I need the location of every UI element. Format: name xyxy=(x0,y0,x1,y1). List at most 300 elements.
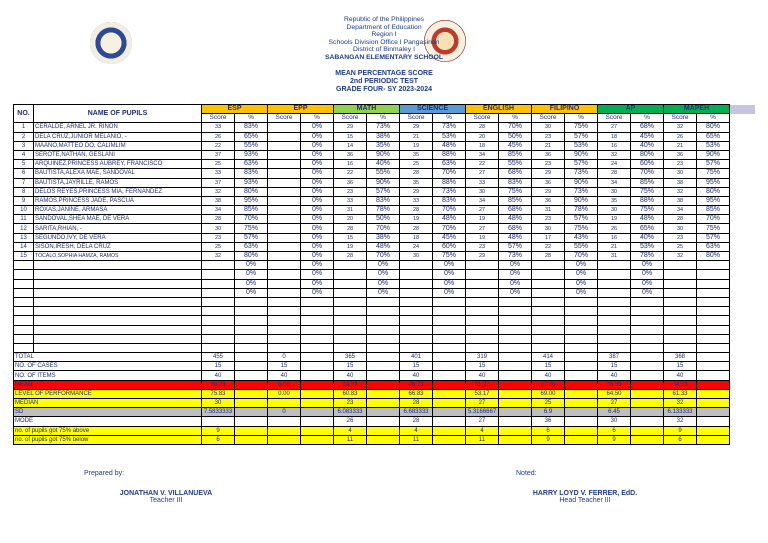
pct-cell: 0% xyxy=(433,261,466,270)
pct-cell xyxy=(697,270,730,279)
row-extra xyxy=(730,215,756,224)
score-cell xyxy=(400,343,433,352)
score-cell xyxy=(400,297,433,306)
summary-value: 32 xyxy=(664,417,697,426)
row-extra xyxy=(730,141,756,150)
pct-cell: 78% xyxy=(367,206,400,215)
score-cell xyxy=(268,242,301,251)
score-cell: 19 xyxy=(400,141,433,150)
score-cell: 23 xyxy=(532,132,565,141)
pct-cell: 73% xyxy=(433,187,466,196)
score-cell: 33 xyxy=(202,123,235,132)
summary-row xyxy=(14,362,756,371)
row-number xyxy=(14,279,34,288)
summary-value: 26.73 xyxy=(400,380,433,389)
summary-value: 6 xyxy=(664,435,697,444)
summary-label: LEVEL OF PERFORMANCE xyxy=(14,389,202,398)
score-cell: 22 xyxy=(334,169,367,178)
pct-cell: 0% xyxy=(301,132,334,141)
summary-pad xyxy=(565,353,598,362)
summary-value: 40 xyxy=(598,371,631,380)
subject-header: ENGLISH xyxy=(466,105,532,114)
subject-header: MATH xyxy=(334,105,400,114)
score-subheader: Score xyxy=(400,114,433,123)
pct-cell xyxy=(631,297,664,306)
pct-cell: 83% xyxy=(499,178,532,187)
score-cell xyxy=(334,325,367,334)
score-cell: 36 xyxy=(334,178,367,187)
pupil-name: SANDOVAL,SHEA MAE, DE VERA xyxy=(34,215,202,224)
pct-cell: 65% xyxy=(631,224,664,233)
summary-value: 368 xyxy=(664,353,697,362)
pct-cell xyxy=(235,297,268,306)
pct-cell: 90% xyxy=(367,150,400,159)
score-cell: 30 xyxy=(466,187,499,196)
pct-cell: 0% xyxy=(235,261,268,270)
score-cell xyxy=(334,316,367,325)
pct-cell: 40% xyxy=(631,233,664,242)
score-cell: 23 xyxy=(664,160,697,169)
summary-value: 15 xyxy=(268,362,301,371)
subject-header: FILIPINO xyxy=(532,105,598,114)
pupil-name xyxy=(34,307,202,316)
pct-cell xyxy=(235,325,268,334)
row-number xyxy=(14,343,34,352)
summary-label: TOTAL xyxy=(14,353,202,362)
pct-subheader: % xyxy=(631,114,664,123)
summary-pad xyxy=(367,435,400,444)
row-extra xyxy=(730,417,756,426)
summary-pad xyxy=(631,371,664,380)
pupil-name xyxy=(34,325,202,334)
summary-value: 9 xyxy=(664,426,697,435)
summary-pad xyxy=(499,435,532,444)
pct-cell: 90% xyxy=(367,178,400,187)
pct-cell: 65% xyxy=(235,132,268,141)
pct-cell: 45% xyxy=(433,233,466,242)
score-cell xyxy=(466,270,499,279)
pct-cell xyxy=(367,325,400,334)
summary-value: 27 xyxy=(598,399,631,408)
pct-cell: 70% xyxy=(433,169,466,178)
pct-cell: 0% xyxy=(631,288,664,297)
pct-cell: 0% xyxy=(301,187,334,196)
summary-pad xyxy=(301,371,334,380)
pct-cell: 35% xyxy=(367,141,400,150)
pct-cell xyxy=(697,325,730,334)
pct-cell: 80% xyxy=(697,123,730,132)
pupil-name: SARITA,RHIAN, - xyxy=(34,224,202,233)
table-row xyxy=(14,224,756,233)
pupil-name xyxy=(34,297,202,306)
summary-value: 40 xyxy=(400,371,433,380)
score-cell xyxy=(664,316,697,325)
pct-cell: 40% xyxy=(631,141,664,150)
score-cell: 30 xyxy=(532,123,565,132)
score-cell xyxy=(598,316,631,325)
score-cell: 14 xyxy=(334,141,367,150)
empty-row xyxy=(14,343,756,352)
summary-pad xyxy=(367,362,400,371)
pct-cell: 0% xyxy=(631,279,664,288)
summary-value: 11 xyxy=(334,435,367,444)
summary-value: 40 xyxy=(202,371,235,380)
summary-pad xyxy=(301,417,334,426)
summary-pad xyxy=(367,399,400,408)
summary-pad xyxy=(235,380,268,389)
score-cell xyxy=(466,325,499,334)
summary-pad xyxy=(433,399,466,408)
score-cell: 25 xyxy=(202,242,235,251)
pupil-name xyxy=(34,316,202,325)
pct-cell: 75% xyxy=(499,187,532,196)
pct-cell: 0% xyxy=(301,160,334,169)
pct-cell: 93% xyxy=(235,178,268,187)
row-extra xyxy=(730,233,756,242)
subject-header: AP xyxy=(598,105,664,114)
pct-cell: 0% xyxy=(301,178,334,187)
pct-cell: 95% xyxy=(697,178,730,187)
pct-cell: 38% xyxy=(367,132,400,141)
row-extra xyxy=(730,150,756,159)
pct-cell: 0% xyxy=(433,288,466,297)
pct-cell: 68% xyxy=(499,224,532,233)
score-cell xyxy=(598,270,631,279)
table-row xyxy=(14,206,756,215)
summary-value xyxy=(202,417,235,426)
summary-pad xyxy=(565,408,598,417)
summary-pad xyxy=(697,371,730,380)
table-row xyxy=(14,242,756,251)
score-cell xyxy=(598,279,631,288)
pupil-name: SEROTE,NATHAN, GESLANI xyxy=(34,150,202,159)
summary-pad xyxy=(565,435,598,444)
letterhead-line: Region I xyxy=(371,31,397,39)
score-cell: 36 xyxy=(532,196,565,205)
score-cell xyxy=(664,334,697,343)
row-number xyxy=(14,325,34,334)
prepared-by-block xyxy=(96,490,236,504)
score-cell xyxy=(466,334,499,343)
summary-label: MEDIAN xyxy=(14,399,202,408)
summary-row xyxy=(14,399,756,408)
score-cell xyxy=(466,343,499,352)
score-cell xyxy=(598,261,631,270)
score-cell: 35 xyxy=(400,150,433,159)
header-row xyxy=(14,105,756,114)
summary-pad xyxy=(235,389,268,398)
summary-pad xyxy=(367,371,400,380)
summary-value: 30.33 xyxy=(202,380,235,389)
pct-cell xyxy=(367,316,400,325)
letterhead-line: Schools Division Office I Pangasinan xyxy=(328,38,440,46)
score-cell xyxy=(334,297,367,306)
score-cell: 36 xyxy=(532,178,565,187)
pct-cell: 68% xyxy=(499,206,532,215)
row-extra xyxy=(730,316,756,325)
subject-header: EPP xyxy=(268,105,334,114)
summary-pad xyxy=(499,362,532,371)
summary-pad xyxy=(565,399,598,408)
empty-row xyxy=(14,307,756,316)
pct-cell xyxy=(433,316,466,325)
pct-cell: 70% xyxy=(235,215,268,224)
summary-pad xyxy=(631,380,664,389)
pct-cell: 0% xyxy=(367,279,400,288)
score-cell xyxy=(268,307,301,316)
pct-cell: 88% xyxy=(631,196,664,205)
score-cell xyxy=(532,343,565,352)
pct-cell: 60% xyxy=(631,160,664,169)
pct-cell: 80% xyxy=(235,252,268,261)
summary-row xyxy=(14,380,756,389)
score-cell: 34 xyxy=(202,206,235,215)
row-extra xyxy=(730,334,756,343)
pct-cell: 90% xyxy=(565,196,598,205)
pct-cell: 95% xyxy=(697,196,730,205)
score-cell: 25 xyxy=(400,160,433,169)
summary-pad xyxy=(235,399,268,408)
summary-pad xyxy=(301,389,334,398)
score-cell: 31 xyxy=(532,206,565,215)
pct-cell: 73% xyxy=(499,252,532,261)
summary-value xyxy=(268,426,301,435)
score-cell xyxy=(400,270,433,279)
row-number: 3 xyxy=(14,141,34,150)
row-extra xyxy=(730,187,756,196)
score-cell: 26 xyxy=(664,132,697,141)
empty-row xyxy=(14,270,756,279)
pupil-name: TOCALO,SOPHIA HAMZA, RAMOS xyxy=(34,252,202,261)
summary-value: 23 xyxy=(334,399,367,408)
summary-label: no. of pupils got 75% above xyxy=(14,426,202,435)
row-number: 15 xyxy=(14,252,34,261)
pct-cell xyxy=(367,307,400,316)
letterhead-line: Department of Education xyxy=(346,23,422,31)
summary-pad xyxy=(631,426,664,435)
row-extra xyxy=(730,279,756,288)
summary-pad xyxy=(235,435,268,444)
summary-value: 11 xyxy=(466,435,499,444)
score-cell xyxy=(532,334,565,343)
subject-header: SCIENCE xyxy=(400,105,466,114)
pct-cell: 70% xyxy=(631,169,664,178)
summary-pad xyxy=(235,371,268,380)
score-cell xyxy=(532,261,565,270)
score-cell xyxy=(202,279,235,288)
pct-cell: 0% xyxy=(367,270,400,279)
score-cell xyxy=(466,307,499,316)
score-subheader: Score xyxy=(334,114,367,123)
score-cell xyxy=(466,279,499,288)
score-cell xyxy=(400,307,433,316)
pct-cell: 63% xyxy=(235,242,268,251)
score-cell xyxy=(268,325,301,334)
summary-pad xyxy=(433,417,466,426)
score-cell xyxy=(532,279,565,288)
row-number xyxy=(14,307,34,316)
pct-cell: 75% xyxy=(565,224,598,233)
row-number: 12 xyxy=(14,224,34,233)
score-cell xyxy=(202,307,235,316)
pct-cell: 0% xyxy=(301,215,334,224)
summary-pad xyxy=(499,408,532,417)
score-cell: 16 xyxy=(334,160,367,169)
score-cell: 25 xyxy=(202,160,235,169)
pct-cell: 53% xyxy=(631,242,664,251)
pct-subheader: % xyxy=(235,114,268,123)
score-cell: 28 xyxy=(664,215,697,224)
score-subheader: Score xyxy=(268,114,301,123)
summary-pad xyxy=(367,380,400,389)
summary-value: 5.3166667 xyxy=(466,408,499,417)
pct-cell: 65% xyxy=(697,132,730,141)
summary-pad xyxy=(235,408,268,417)
summary-value xyxy=(268,399,301,408)
score-cell xyxy=(334,279,367,288)
score-cell: 28 xyxy=(400,224,433,233)
summary-value: 455 xyxy=(202,353,235,362)
score-cell xyxy=(466,297,499,306)
score-cell: 19 xyxy=(400,215,433,224)
pct-cell xyxy=(697,297,730,306)
summary-label: NO. OF ITEMS xyxy=(14,371,202,380)
row-number xyxy=(14,297,34,306)
summary-value: 69.00 xyxy=(532,389,565,398)
score-cell: 21 xyxy=(532,141,565,150)
summary-value: 15 xyxy=(202,362,235,371)
summary-value: 53.17 xyxy=(466,389,499,398)
score-cell: 38 xyxy=(664,196,697,205)
score-cell xyxy=(598,343,631,352)
score-cell: 35 xyxy=(598,196,631,205)
summary-value: 6.133333 xyxy=(664,408,697,417)
score-cell: 36 xyxy=(664,150,697,159)
summary-value: 6.45 xyxy=(598,408,631,417)
score-cell: 23 xyxy=(532,215,565,224)
pct-cell: 53% xyxy=(565,141,598,150)
score-cell: 27 xyxy=(598,123,631,132)
score-cell xyxy=(466,261,499,270)
summary-pad xyxy=(433,435,466,444)
row-extra xyxy=(730,435,756,444)
row-extra xyxy=(730,288,756,297)
score-cell xyxy=(268,160,301,169)
row-extra xyxy=(730,270,756,279)
summary-pad xyxy=(697,435,730,444)
score-cell xyxy=(268,132,301,141)
score-cell: 31 xyxy=(598,252,631,261)
pct-cell: 57% xyxy=(565,160,598,169)
summary-pad xyxy=(367,417,400,426)
summary-pad xyxy=(697,426,730,435)
score-cell: 29 xyxy=(466,252,499,261)
row-number: 13 xyxy=(14,233,34,242)
score-cell xyxy=(334,270,367,279)
summary-value: 40 xyxy=(664,371,697,380)
summary-pad xyxy=(631,353,664,362)
summary-pad xyxy=(301,435,334,444)
score-cell: 27 xyxy=(466,206,499,215)
summary-value: 11 xyxy=(400,435,433,444)
summary-value: 6 xyxy=(202,435,235,444)
row-extra xyxy=(730,343,756,352)
summary-pad xyxy=(631,435,664,444)
summary-value: 28 xyxy=(400,399,433,408)
pct-subheader: % xyxy=(499,114,532,123)
noted-label: Noted: xyxy=(516,470,537,477)
pct-cell xyxy=(697,307,730,316)
pct-cell: 68% xyxy=(631,123,664,132)
score-cell: 19 xyxy=(334,242,367,251)
pct-cell: 75% xyxy=(235,224,268,233)
row-number xyxy=(14,334,34,343)
score-cell xyxy=(268,252,301,261)
score-cell xyxy=(664,270,697,279)
summary-value: 0 xyxy=(268,353,301,362)
pupil-name xyxy=(34,288,202,297)
summary-pad xyxy=(235,353,268,362)
score-cell xyxy=(334,261,367,270)
summary-value: 21.27 xyxy=(466,380,499,389)
summary-pad xyxy=(367,389,400,398)
row-extra xyxy=(730,307,756,316)
pupil-name xyxy=(34,270,202,279)
row-extra xyxy=(730,426,756,435)
summary-value: 15 xyxy=(532,362,565,371)
row-number: 10 xyxy=(14,206,34,215)
summary-pad xyxy=(499,380,532,389)
letterhead-line: Republic of the Philippines xyxy=(343,16,425,23)
summary-value: 401 xyxy=(400,353,433,362)
summary-row xyxy=(14,353,756,362)
summary-value: 0 xyxy=(268,408,301,417)
score-cell: 27 xyxy=(466,169,499,178)
score-subheader: Score xyxy=(466,114,499,123)
pct-cell: 75% xyxy=(631,187,664,196)
pct-cell xyxy=(565,297,598,306)
pct-cell: 50% xyxy=(499,132,532,141)
score-cell xyxy=(400,288,433,297)
score-cell: 27 xyxy=(466,224,499,233)
summary-row xyxy=(14,417,756,426)
pupil-name: RAMOS,PRINCESS JADE, PASCUA xyxy=(34,196,202,205)
summary-value: 4 xyxy=(466,426,499,435)
summary-value: 6.683333 xyxy=(400,408,433,417)
score-cell xyxy=(268,215,301,224)
score-cell: 15 xyxy=(334,132,367,141)
letterhead xyxy=(0,16,768,62)
pct-cell: 75% xyxy=(631,206,664,215)
pupil-name: CERALDE, ARNEL JR. RINON xyxy=(34,123,202,132)
score-cell: 16 xyxy=(598,141,631,150)
score-cell xyxy=(532,307,565,316)
row-extra xyxy=(730,297,756,306)
pct-cell: 88% xyxy=(433,178,466,187)
summary-value: 25 xyxy=(532,399,565,408)
pct-cell xyxy=(433,297,466,306)
score-cell xyxy=(268,196,301,205)
pct-cell: 48% xyxy=(499,233,532,242)
pct-cell: 0% xyxy=(631,261,664,270)
pct-cell: 63% xyxy=(433,160,466,169)
summary-value: 25.80 xyxy=(598,380,631,389)
pct-subheader: % xyxy=(367,114,400,123)
pct-subheader: % xyxy=(565,114,598,123)
score-cell xyxy=(334,288,367,297)
summary-value: 26 xyxy=(334,417,367,426)
pct-cell xyxy=(433,334,466,343)
